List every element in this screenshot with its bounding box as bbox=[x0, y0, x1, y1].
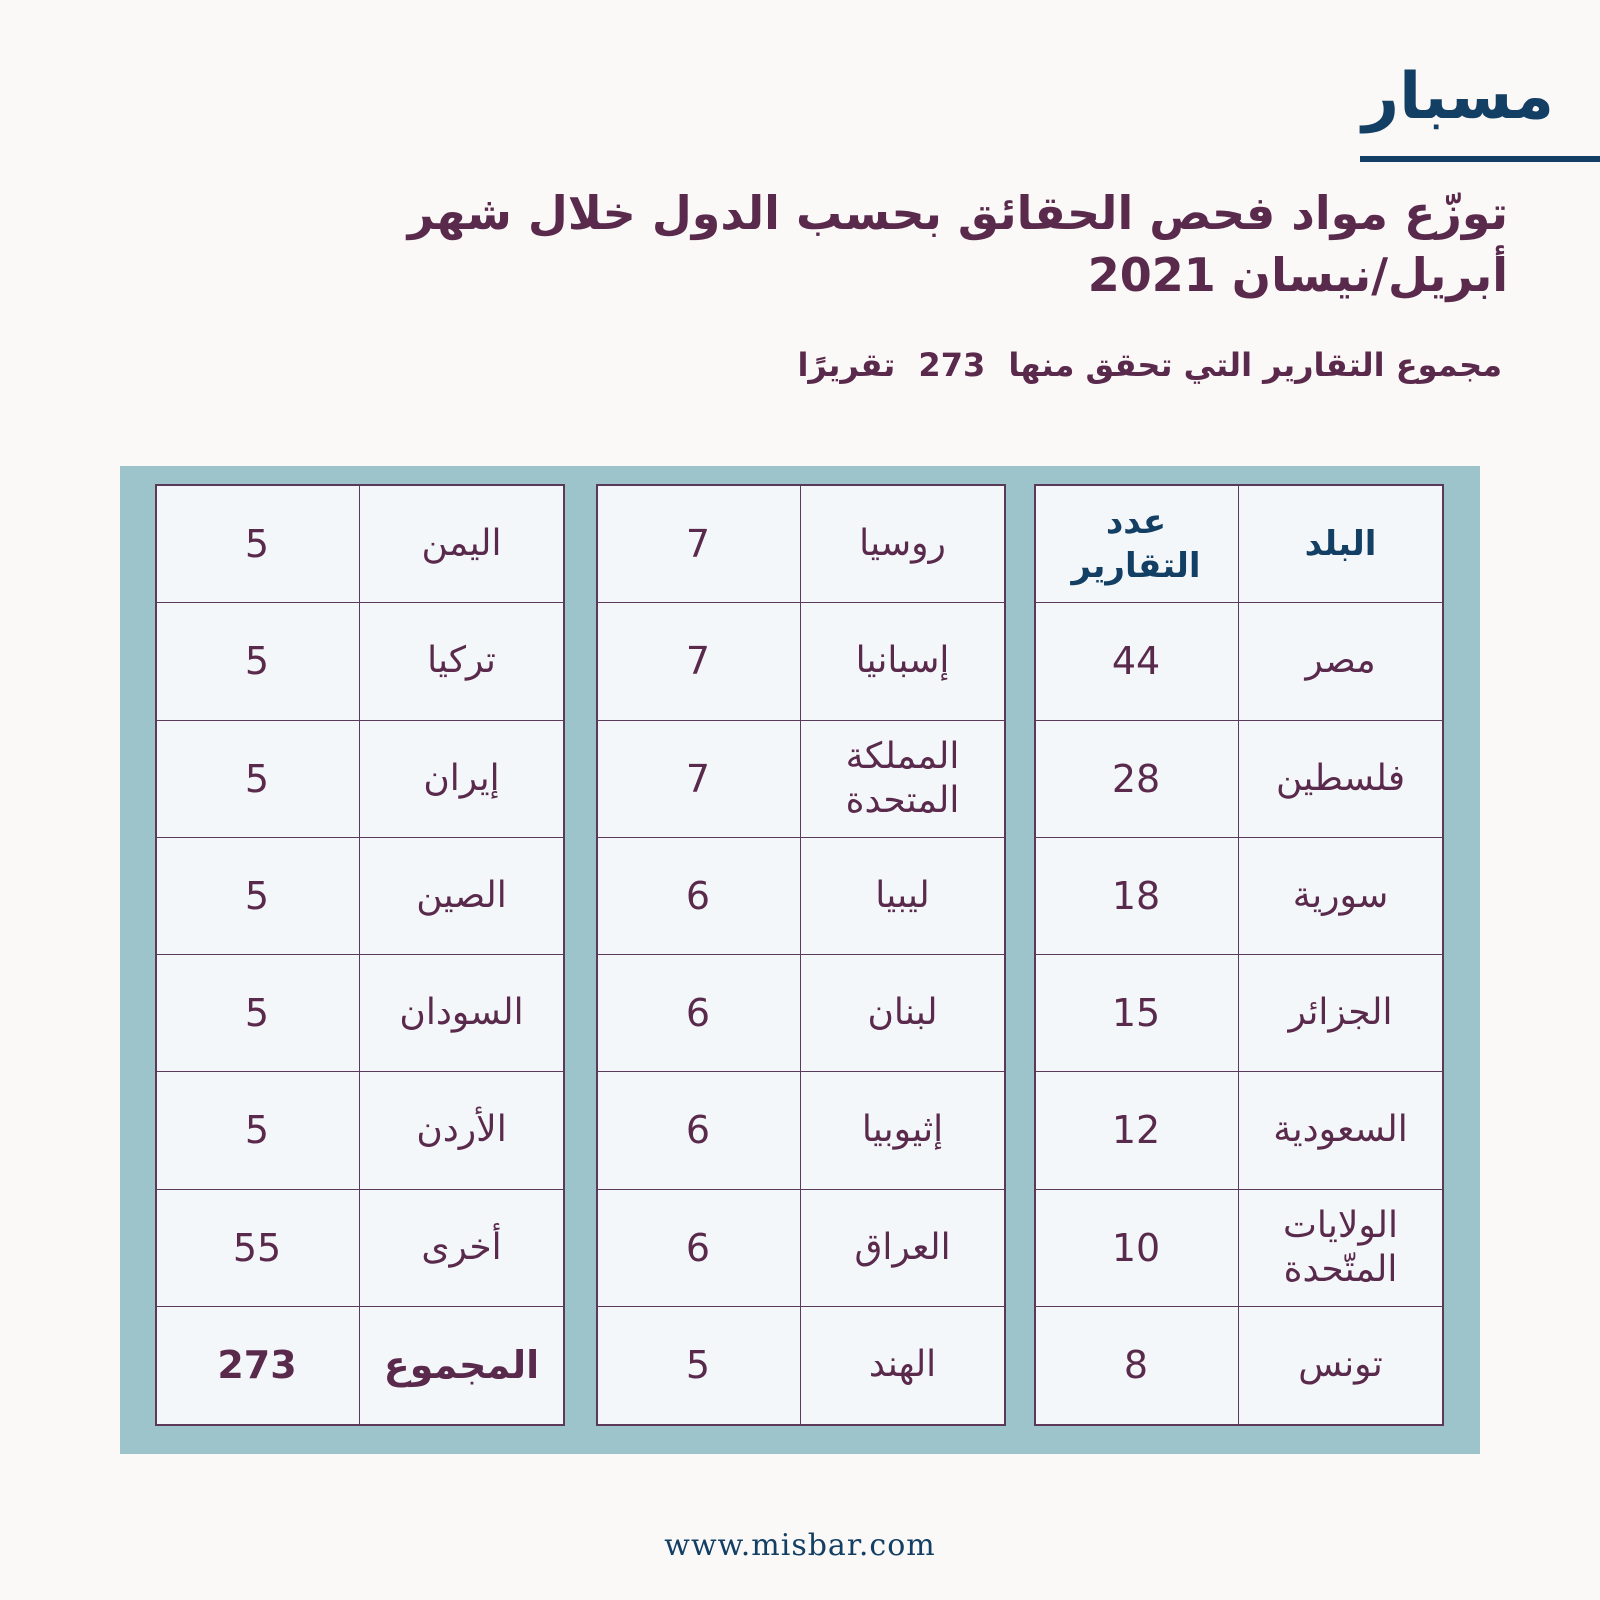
country-table-panel bbox=[120, 466, 1480, 1454]
table-cell-count: 5 bbox=[155, 838, 359, 955]
table-cell-country: تونس bbox=[1238, 1307, 1442, 1424]
total-value: 273 bbox=[217, 1343, 297, 1388]
table-cell-country: لبنان bbox=[800, 955, 1004, 1072]
table-cell-country: الجزائر bbox=[1238, 955, 1442, 1072]
table-cell-country: العراق bbox=[800, 1190, 1004, 1307]
table-cell-count: 12 bbox=[1034, 1072, 1238, 1189]
page-title: توزّع مواد فحص الحقائق بحسب الدول خلال شهر أبريل/نيسان 2021 bbox=[407, 186, 1508, 302]
subtitle-total: 273 bbox=[918, 346, 986, 384]
table-cell-country: اليمن bbox=[359, 486, 563, 603]
table-cell-country: الهند bbox=[800, 1307, 1004, 1424]
table-cell-country: إثيوبيا bbox=[800, 1072, 1004, 1189]
table-cell-country: الأردن bbox=[359, 1072, 563, 1189]
table-cell-count: 8 bbox=[1123, 1343, 1149, 1388]
table-cell-count: 5 bbox=[155, 721, 359, 838]
country-table-2 bbox=[596, 484, 1006, 1426]
table-cell-count: 15 bbox=[1034, 955, 1238, 1072]
table-cell-country: السودان bbox=[359, 955, 563, 1072]
table-cell-country: الولايات المتّحدة bbox=[1238, 1190, 1442, 1307]
table-cell-count: 7 bbox=[596, 721, 800, 838]
table-cell-count: 28 bbox=[1034, 721, 1238, 838]
table-cell-count: 5 bbox=[155, 603, 359, 720]
table-cell-country: إيران bbox=[359, 721, 563, 838]
country-table-1 bbox=[1034, 484, 1444, 1426]
table-cell-count: 55 bbox=[155, 1190, 359, 1307]
page-subtitle bbox=[408, 340, 1508, 390]
misbar-logo: مسبار bbox=[1362, 60, 1554, 134]
table-cell-count: 5 bbox=[155, 486, 359, 603]
table-cell-country: السعودية bbox=[1238, 1072, 1442, 1189]
table-cell-count: 7 bbox=[596, 603, 800, 720]
table-cell-country: فلسطين bbox=[1238, 721, 1442, 838]
website-url: www.misbar.com bbox=[664, 1528, 936, 1563]
table-cell-count: 18 bbox=[1034, 838, 1238, 955]
table-cell-count: 6 bbox=[596, 838, 800, 955]
total-label: المجموع bbox=[359, 1307, 563, 1424]
header-count: عدد التقارير bbox=[1034, 486, 1238, 603]
table-cell-country: مصر bbox=[1238, 603, 1442, 720]
table-cell-count: 6 bbox=[596, 955, 800, 1072]
table-cell-country: المملكة المتحدة bbox=[800, 721, 1004, 838]
subtitle-suffix: تقريرًا bbox=[797, 346, 896, 384]
subtitle-prefix: مجموع التقارير التي تحقق منها bbox=[1008, 346, 1502, 384]
table-cell-country: إسبانيا bbox=[800, 603, 1004, 720]
table-cell-country: روسيا bbox=[800, 486, 1004, 603]
table-cell-count: 5 bbox=[155, 1072, 359, 1189]
table-cell-count: 5 bbox=[685, 1343, 711, 1388]
table-cell-country: ليبيا bbox=[800, 838, 1004, 955]
table-cell-country: تركيا bbox=[359, 603, 563, 720]
table-cell-count: 6 bbox=[596, 1072, 800, 1189]
table-cell-count: 5 bbox=[155, 955, 359, 1072]
table-cell-count: 44 bbox=[1034, 603, 1238, 720]
logo-divider bbox=[1360, 156, 1600, 162]
table-cell-count: 7 bbox=[596, 486, 800, 603]
table-cell-count: 10 bbox=[1034, 1190, 1238, 1307]
header-country: البلد bbox=[1238, 486, 1442, 603]
table-cell-country: أخرى bbox=[359, 1190, 563, 1307]
country-table-3 bbox=[155, 484, 565, 1426]
table-cell-country: الصين bbox=[359, 838, 563, 955]
table-cell-count: 6 bbox=[596, 1190, 800, 1307]
table-cell-country: سورية bbox=[1238, 838, 1442, 955]
